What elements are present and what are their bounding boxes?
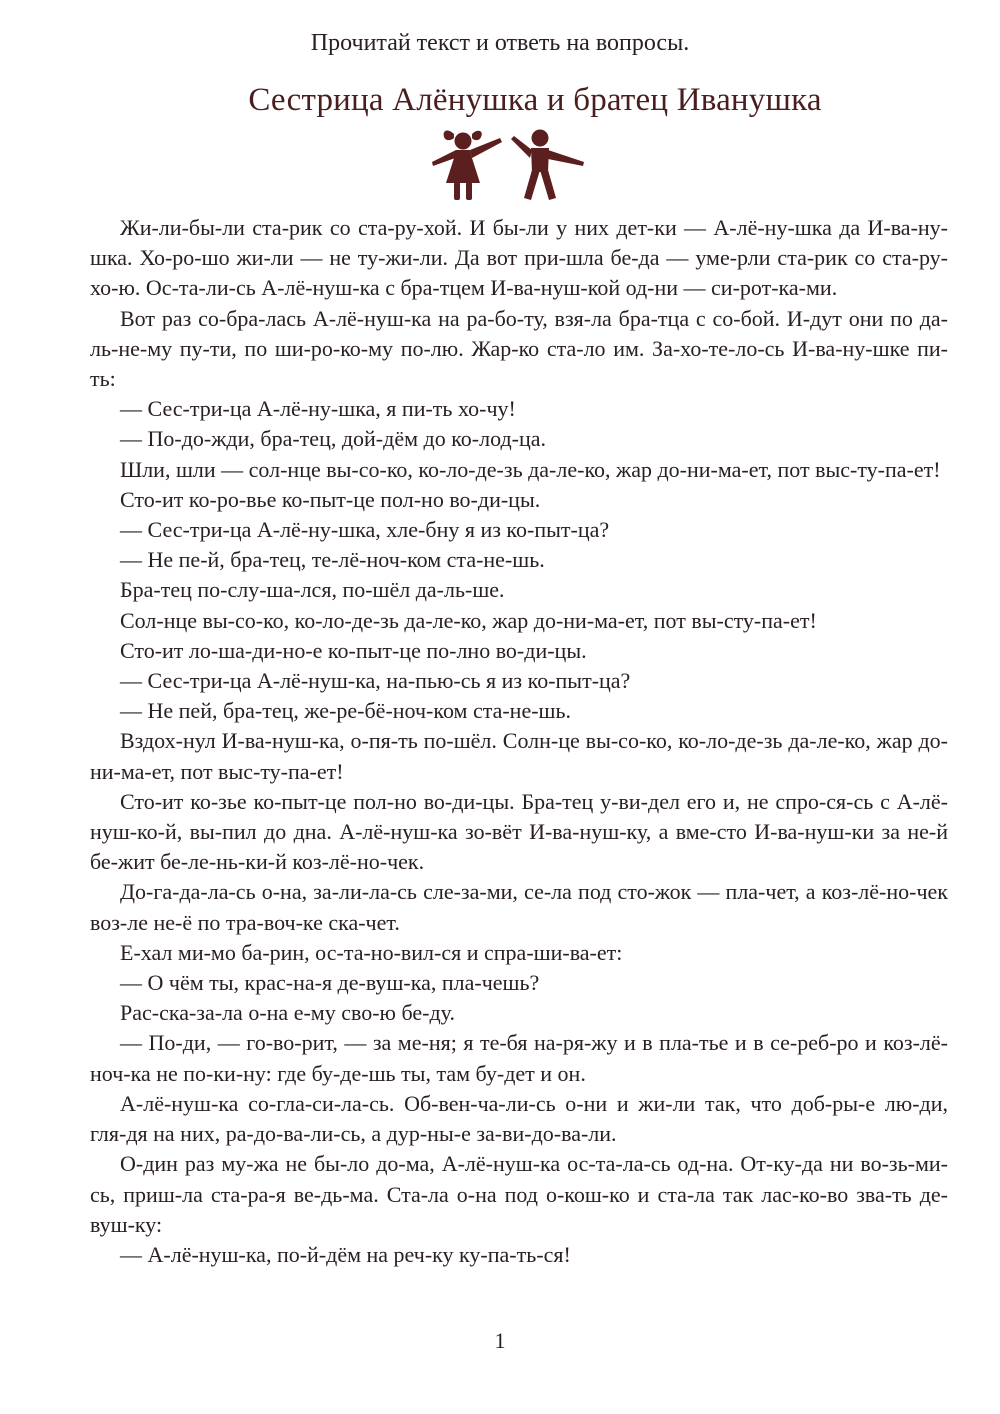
- paragraph: Шли, шли — сол-нце вы-со-ко, ко-ло-де-зь да-ле-ко, жар до-ни-ма-ет, пот выс-ту-па-ет!: [120, 456, 941, 482]
- paragraph: — Сес-три-ца А-лё-ну-шка, я пи-ть хо-чу!: [120, 396, 516, 422]
- paragraph: Сто-ит ко-зье ко-пыт-це пол-но во-ди-цы. Бра-тец у-ви-дел его и, не спро-ся-сь с А-лё-нуш-ко-й, вы-пил до дна. А-лё-нуш-ка зо-вёт И-ва-нуш-ку, а вме-сто И-ва-нуш-ки за не-й бе-жит бе-ле-нь-ки-й коз-лё-но-чек.: [90, 788, 948, 875]
- paragraph: О-дин раз му-жа не бы-ло до-ма, А-лё-нуш-ка ос-та-ла-сь од-на. От-ку-да ни во-зь-ми-сь, приш-ла ста-ра-я ве-дь-ма. Ста-ла о-на под о-кош-ко и ста-ла так лас-ко-во зва-ть де-вуш-ку:: [90, 1151, 948, 1237]
- girl-and-boy-silhouettes-icon: [428, 128, 588, 204]
- paragraph: — По-ди, — го-во-рит, — за ме-ня; я те-бя на-ря-жу и в пла-тье и в се-реб-ро и коз-лё-ноч-ка не по-ки-ну: где бу-де-шь ты, там бу-дет и он.: [90, 1030, 948, 1086]
- paragraph: — О чём ты, крас-на-я де-вуш-ка, пла-чешь?: [120, 970, 540, 996]
- girl-silhouette-icon: [432, 130, 502, 200]
- page-number: 1: [494, 1328, 506, 1353]
- paragraph: — По-до-жди, бра-тец, дой-дём до ко-лод-ца.: [120, 426, 547, 452]
- paragraph: — Сес-три-ца А-лё-ну-шка, хле-бну я из ко-пыт-ца?: [120, 517, 610, 543]
- story-body: [90, 213, 948, 1270]
- paragraph: — А-лё-нуш-ка, по-й-дём на реч-ку ку-па-ть-ся!: [120, 1241, 571, 1267]
- paragraph: Вот раз со-бра-лась А-лё-нуш-ка на ра-бо-ту, взя-ла бра-тца с со-бой. И-дут они по да-ль-не-му пу-ти, по ши-ро-ко-му по-лю. Жар-ко ста-ло им. За-хо-те-ло-сь И-ва-ну-шке пи-ть:: [90, 305, 948, 392]
- paragraph: — Сес-три-ца А-лё-нуш-ка, на-пью-сь я из ко-пыт-ца?: [120, 668, 631, 694]
- paragraph: Сто-ит ло-ша-ди-но-е ко-пыт-це по-лно во-ди-цы.: [120, 637, 587, 663]
- paragraph: — Не пей, бра-тец, же-ре-бё-ноч-ком ста-не-шь.: [120, 698, 572, 724]
- paragraph: Е-хал ми-мо ба-рин, ос-та-но-вил-ся и спра-ши-ва-ет:: [120, 939, 623, 965]
- paragraph: Бра-тец по-слу-ша-лся, по-шёл да-ль-ше.: [120, 577, 505, 603]
- instruction-text: Прочитай текст и ответь на вопросы.: [310, 30, 690, 56]
- paragraph: Вздох-нул И-ва-нуш-ка, о-пя-ть по-шёл. Солн-це вы-со-ко, ко-ло-де-зь да-ле-ко, жар до-ни-ма-ет, пот выс-ту-па-ет!: [90, 728, 948, 784]
- paragraph: Жи-ли-бы-ли ста-рик со ста-ру-хой. И бы-ли у них дет-ки — А-лё-ну-шка да И-ва-ну-шка. Хо-ро-шо жи-ли — не ту-жи-ли. Да вот при-шла бе-да — уме-рли ста-рик со ста-ру-хо-ю. Ос-та-ли-сь А-лё-нуш-ка с бра-тцем И-ва-нуш-кой од-ни — си-рот-ка-ми.: [90, 215, 948, 301]
- paragraph: До-га-да-ла-сь о-на, за-ли-ла-сь сле-за-ми, се-ла под сто-жок — пла-чет, а коз-лё-но-чек воз-ле не-ё по тра-воч-ке ска-чет.: [90, 879, 948, 935]
- boy-silhouette-icon: [511, 130, 584, 201]
- paragraph: А-лё-нуш-ка со-гла-си-ла-сь. Об-вен-ча-ли-сь о-ни и жи-ли так, что доб-ры-е лю-ди, гля-дя на них, ра-до-ва-ли-сь, а дур-ны-е за-ви-до-ва-ли.: [90, 1090, 948, 1147]
- paragraph: Рас-ска-за-ла о-на е-му сво-ю бе-ду.: [120, 1000, 455, 1026]
- story-title: Сестрица Алёнушка и братец Иванушка: [248, 82, 822, 118]
- paragraph: Сто-ит ко-ро-вье ко-пыт-це пол-но во-ди-цы.: [120, 486, 541, 512]
- paragraph: Сол-нце вы-со-ко, ко-ло-де-зь да-ле-ко, жар до-ни-ма-ет, пот вы-сту-па-ет!: [120, 607, 817, 633]
- paragraph: — Не пе-й, бра-тец, те-лё-ноч-ком ста-не-шь.: [120, 547, 545, 573]
